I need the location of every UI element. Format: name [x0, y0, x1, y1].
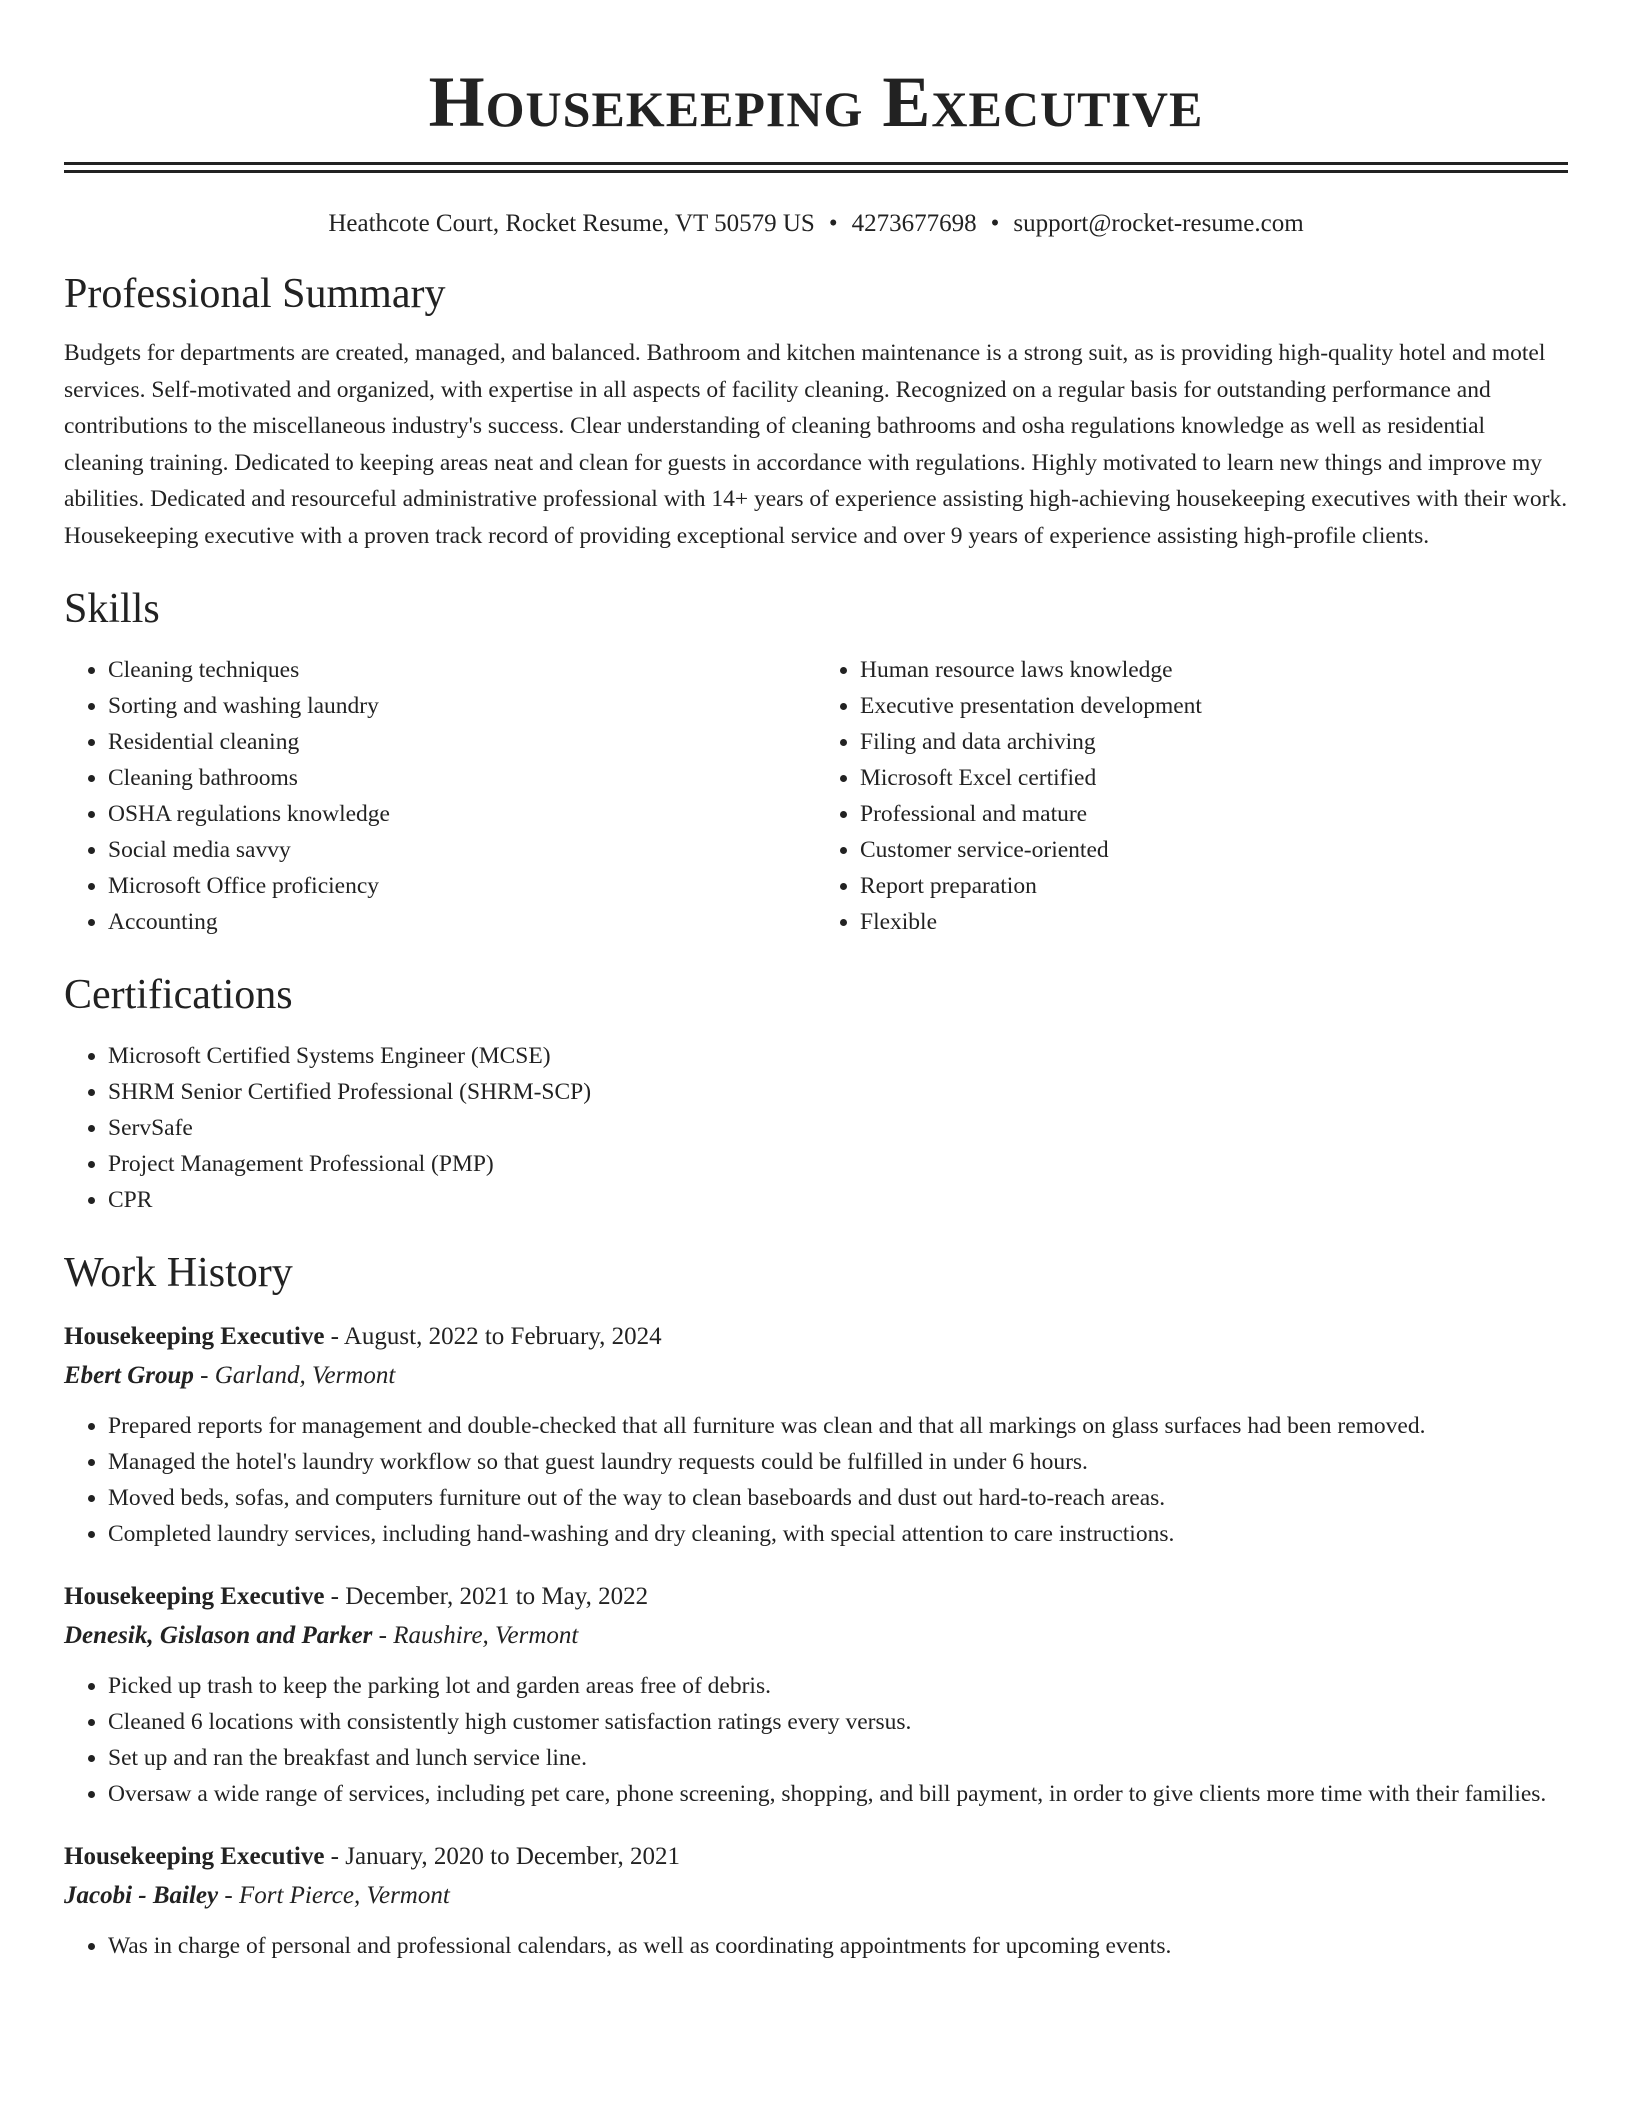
job-company-line: [64, 1616, 1568, 1656]
job-location: - Garland, Vermont: [193, 1362, 396, 1389]
skill-item: • Executive presentation development: [860, 688, 1568, 724]
job-company-line: [64, 1876, 1568, 1916]
certification-item: • Project Management Professional (PMP): [108, 1146, 1568, 1182]
job-company: Ebert Group: [64, 1362, 194, 1389]
job-duties-list: [64, 1668, 1568, 1812]
job-duty: • Managed the hotel's laundry workflow so that guest laundry requests could be fulfilled in under 6 hours.: [108, 1444, 1568, 1480]
contact-separator: •: [828, 210, 838, 237]
skill-item: • OSHA regulations knowledge: [108, 796, 816, 832]
skills-list-left: [64, 652, 816, 940]
skill-item: • Microsoft Office proficiency: [108, 868, 816, 904]
candidate-name: Housekeeping Executive: [428, 62, 1204, 142]
resume-page: [64, 0, 1568, 1964]
job-entry: [64, 1318, 1568, 1552]
contact-address: Heathcote Court, Rocket Resume, VT 50579 US: [328, 210, 815, 237]
job-title-line: [64, 1318, 1568, 1356]
skill-item: • Microsoft Excel certified: [860, 760, 1568, 796]
skill-item: • Cleaning bathrooms: [108, 760, 816, 796]
job-location: - Raushire, Vermont: [372, 1622, 579, 1649]
certification-item: • Microsoft Certified Systems Engineer (MCSE): [108, 1038, 1568, 1074]
job-company: Denesik, Gislason and Parker: [64, 1622, 373, 1649]
skill-item: • Professional and mature: [860, 796, 1568, 832]
skill-item: • Sorting and washing laundry: [108, 688, 816, 724]
job-company: Jacobi - Bailey: [64, 1882, 219, 1909]
skills-list-right: [816, 652, 1568, 940]
job-title: Housekeeping Executive: [64, 1843, 325, 1870]
skill-item: • Social media savvy: [108, 832, 816, 868]
summary-heading: Professional Summary: [64, 271, 446, 317]
summary-text: Budgets for departments are created, managed, and balanced. Bathroom and kitchen maintenance is a strong suit, as is providing high-quality hotel and motel services. Self-motivated and organized, with expertise in all aspects of facility cleaning. Recognized on a regular basis for outstanding performance and contributions to the miscellaneous industry's success. Clear understanding of cleaning bathrooms and osha regulations knowledge as well as residential cleaning training. Dedicated to keeping areas neat and clean for guests in accordance with regulations. Highly motivated to learn new things and improve my abilities. Dedicated and resourceful administrative professional with 14+ years of experience assisting high-achieving housekeeping executives with their work. Housekeeping executive with a proven track record of providing exceptional service and over 9 years of experience assisting high-profile clients.: [64, 340, 1568, 549]
certification-item: • SHRM Senior Certified Professional (SHRM-SCP): [108, 1074, 1568, 1110]
job-duties-list: [64, 1408, 1568, 1552]
job-dates: - December, 2021 to May, 2022: [324, 1583, 649, 1610]
skills-columns: [64, 652, 1568, 940]
job-entry: [64, 1838, 1568, 1964]
job-duties-list: [64, 1928, 1568, 1964]
skill-item: • Customer service-oriented: [860, 832, 1568, 868]
job-dates: - August, 2022 to February, 2024: [324, 1323, 662, 1350]
contact-phone: 4273677698: [851, 210, 977, 237]
certifications-heading: Certifications: [64, 972, 293, 1018]
contact-email: support@rocket-resume.com: [1013, 210, 1304, 237]
skill-item: • Flexible: [860, 904, 1568, 940]
job-title: Housekeeping Executive: [64, 1323, 325, 1350]
skill-item: • Accounting: [108, 904, 816, 940]
job-entry: [64, 1578, 1568, 1812]
job-title: Housekeeping Executive: [64, 1583, 325, 1610]
certification-item: • ServSafe: [108, 1110, 1568, 1146]
job-duty: • Moved beds, sofas, and computers furniture out of the way to clean baseboards and dust out hard-to-reach areas.: [108, 1480, 1568, 1516]
job-title-line: [64, 1578, 1568, 1616]
skill-item: • Cleaning techniques: [108, 652, 816, 688]
skill-item: • Filing and data archiving: [860, 724, 1568, 760]
job-dates: - January, 2020 to December, 2021: [324, 1843, 681, 1870]
certification-item: • CPR: [108, 1182, 1568, 1218]
skill-item: • Report preparation: [860, 868, 1568, 904]
contact-line: [64, 207, 1568, 241]
job-duty: • Completed laundry services, including hand-washing and dry cleaning, with special attention to care instructions.: [108, 1516, 1568, 1552]
job-duty: • Picked up trash to keep the parking lot and garden areas free of debris.: [108, 1668, 1568, 1704]
job-duty: • Set up and ran the breakfast and lunch service line.: [108, 1740, 1568, 1776]
job-duty: • Was in charge of personal and professional calendars, as well as coordinating appointments for upcoming events.: [108, 1928, 1568, 1964]
skills-heading: Skills: [64, 586, 160, 632]
job-company-line: [64, 1356, 1568, 1396]
work-history-heading: Work History: [64, 1250, 293, 1296]
job-title-line: [64, 1838, 1568, 1876]
skill-item: • Residential cleaning: [108, 724, 816, 760]
contact-separator: •: [990, 210, 1000, 237]
job-duty: • Oversaw a wide range of services, including pet care, phone screening, shopping, and bill payment, in order to give clients more time with their families.: [108, 1776, 1568, 1812]
certifications-list: [64, 1038, 1568, 1218]
job-duty: • Cleaned 6 locations with consistently high customer satisfaction ratings every versus.: [108, 1704, 1568, 1740]
job-duty: • Prepared reports for management and double-checked that all furniture was clean and that all markings on glass surfaces had been removed.: [108, 1408, 1568, 1444]
skill-item: • Human resource laws knowledge: [860, 652, 1568, 688]
header-double-rule: [64, 162, 1568, 173]
job-location: - Fort Pierce, Vermont: [218, 1882, 450, 1909]
